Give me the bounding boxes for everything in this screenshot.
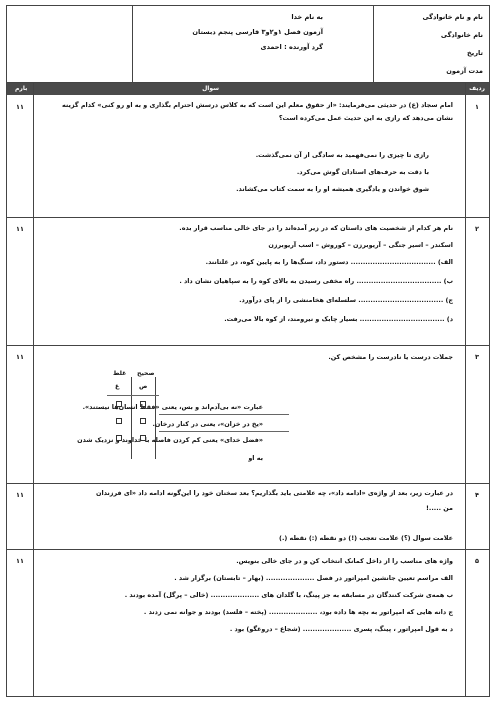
answer-options[interactable]: علامت سوال (؟) علامت تعجب (!) دو نقطه (:) نقطه (.) bbox=[279, 534, 453, 542]
family-name-label: نام خانوادگی bbox=[440, 31, 483, 39]
question-text: در عبارت زیر، بعد از واژه‌ی «ادامه داد»، چه علامتی باید بگذاریم؟ بعد سخنان خود را این‌گونه ادامه داد «ای فرزندان bbox=[96, 489, 453, 497]
fill-blank-item[interactable]: الف) ................................... دستور داد، سنگ‌ها را به پایین کوه، در غلتانند. bbox=[205, 258, 453, 266]
date-label: تاریخ bbox=[467, 49, 483, 57]
tf-header-underline bbox=[107, 395, 159, 396]
statement-text: «یخ در خزان»، یعنی در کنار درخان. bbox=[152, 420, 263, 428]
question-score: ۱۱ bbox=[16, 103, 24, 111]
false-checkbox[interactable] bbox=[116, 418, 122, 424]
exam-title: آزمون فصل ۱و۲و۳ فارسی پنجم دبستان bbox=[192, 28, 323, 36]
statement-text: «فضل خدای» یعنی کم کردن فاصله با خداوند و نزدیک شدن bbox=[77, 436, 263, 444]
fill-blank-item[interactable]: ب همه‌ی شرکت کنندگان در مسابقه به جز پینگ، با گلدان های .................... (خالی – پرگل) آمده بودند . bbox=[124, 591, 453, 599]
true-checkbox[interactable] bbox=[140, 418, 146, 424]
fill-blank-item[interactable]: ب) ................................... راه مخفی رسیدن به بالای کوه را به سپاهیان نشان داد . bbox=[179, 277, 453, 285]
question-text: جملات درست یا نادرست را مشخص کن. bbox=[328, 353, 453, 361]
question-text: نشان می‌دهد که رازی به این حدیث عمل می‌کرده است؟ bbox=[278, 114, 453, 122]
fill-blank-item[interactable]: د) ................................... بسیار چابک و نیرومند، از کوه بالا می‌رفت. bbox=[224, 315, 453, 323]
false-column-label: غلط bbox=[113, 370, 127, 377]
header-number: ردیف bbox=[469, 85, 485, 92]
question-score: ۱۱ bbox=[16, 491, 24, 499]
grade-cell bbox=[7, 6, 133, 82]
compiler-line: گرد آورنده : احمدی bbox=[260, 43, 323, 51]
false-checkbox[interactable] bbox=[116, 435, 122, 441]
statement-text: عبارت «نه بی‌آدم‌اند و بس، یعنی «فقط انسان‌ها نیستند». bbox=[82, 403, 263, 411]
tf-divider bbox=[155, 377, 156, 459]
statement-separator bbox=[159, 414, 289, 415]
true-checkbox[interactable] bbox=[140, 401, 146, 407]
true-checkbox[interactable] bbox=[140, 435, 146, 441]
student-name-label: نام و نام خانوادگی bbox=[422, 13, 483, 21]
option-text: با دقت به حرف‌های استادان گوش می‌کرد. bbox=[296, 168, 429, 176]
number-column-divider bbox=[465, 83, 466, 696]
question-score: ۱۱ bbox=[16, 353, 24, 361]
header-score: بارم bbox=[15, 85, 28, 92]
true-abbr: ص bbox=[139, 383, 148, 390]
true-column-label: صحیح bbox=[137, 370, 155, 377]
fill-blank-item[interactable]: د به قول امپراتور ، پینگ، پسری .................... (شجاع – دروغگو) بود . bbox=[229, 625, 453, 633]
student-info-cell bbox=[373, 6, 489, 82]
word-bank: اسکندر – اسیر جنگی – آریوبرزن – کوروش – اسب آریوبرزن bbox=[268, 241, 453, 249]
tf-divider bbox=[131, 377, 132, 459]
question-number: ۱ bbox=[475, 103, 479, 111]
option-text: شوق خواندن و یادگیری همیشه او را به سمت کتاب می‌کشاند. bbox=[236, 185, 429, 193]
fill-blank-item[interactable]: الف مراسم تعیین جانشین امپراتور در فصل .................... (بهار – تابستان) برگزار شد . bbox=[174, 574, 453, 582]
question-number: ۳ bbox=[475, 353, 479, 361]
question-text: واژه های مناسب را از داخل کمانک انتخاب کن و در جای خالی بنویس. bbox=[236, 557, 453, 565]
false-checkbox[interactable] bbox=[116, 401, 122, 407]
question-text: نام هر کدام از شخصیت های داستان که در زیر آمده‌اند را در جای خالی مناسب قرار بده. bbox=[179, 224, 453, 232]
statement-text: به او bbox=[248, 454, 263, 462]
exam-title-cell bbox=[133, 6, 373, 82]
question-number: ۵ bbox=[475, 557, 479, 565]
row-divider bbox=[7, 549, 489, 550]
row-divider bbox=[7, 217, 489, 218]
option-text: رازی تا چیزی را نمی‌فهمید به سادگی از آن نمی‌گذشت. bbox=[255, 151, 429, 159]
question-number: ۴ bbox=[475, 491, 479, 499]
question-text: من .....! bbox=[426, 504, 453, 512]
question-number: ۲ bbox=[475, 225, 479, 233]
false-abbr: غ bbox=[115, 383, 120, 390]
fill-blank-item[interactable]: ج دانه هایی که امپراتور به بچه ها داده بود، .................... (پخته – فلسد) بودند و جوانه نمی زدند . bbox=[143, 608, 453, 616]
questions-table bbox=[6, 83, 490, 697]
question-score: ۱۱ bbox=[16, 225, 24, 233]
table-header-row bbox=[7, 83, 489, 95]
exam-header bbox=[6, 5, 490, 83]
question-score: ۱۱ bbox=[16, 557, 24, 565]
row-divider bbox=[7, 483, 489, 484]
row-divider bbox=[7, 345, 489, 346]
duration-label: مدت آزمون bbox=[446, 67, 483, 75]
header-question: سوال bbox=[202, 85, 219, 92]
score-column-divider bbox=[33, 83, 34, 696]
statement-separator bbox=[159, 431, 289, 432]
question-text: امام سجاد (ع) در حدیثی می‌فرمایند: «از حقوق معلم این است که به کلاس درسش احترام بگذاری و به او رو کنی» کدام گزینه bbox=[62, 101, 453, 109]
fill-blank-item[interactable]: ج) ................................... سلسله‌ای هخامنشی را از پای درآورد. bbox=[239, 296, 453, 304]
bismillah-line: به نام خدا bbox=[291, 13, 323, 21]
